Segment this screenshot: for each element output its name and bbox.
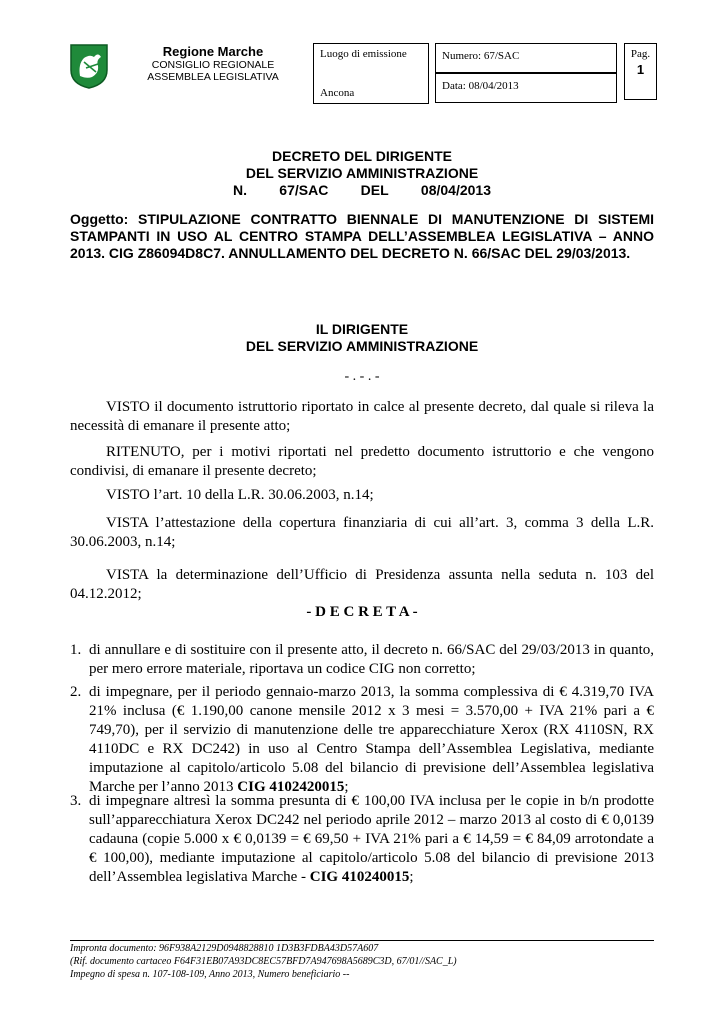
item-text-end: ; bbox=[409, 869, 414, 885]
document-footer bbox=[70, 942, 670, 981]
place-of-issue-box bbox=[313, 43, 429, 104]
org-name: Regione Marche bbox=[162, 44, 264, 59]
regione-marche-logo bbox=[68, 42, 110, 90]
decree-date: 08/04/2013 bbox=[420, 182, 491, 198]
place-of-issue-value: Ancona bbox=[320, 87, 355, 99]
preamble-text: VISTA l’attestazione della copertura finanziaria di cui all’art. 3, comma 3 della L.R. 30.06.2003, n.14; bbox=[70, 515, 654, 550]
item-text: di impegnare, per il periodo gennaio-marzo 2013, la somma complessiva di € 4.319,70 IVA 21% inclusa (€ 1.190,00 canone mensile 2012 x 3 mesi = 3.570,00 + IVA 21% pari a € 749,70), per il servizio di manutenzione delle tre apparecchiature Xerox (RX 4110SN, RX 4110DC e RX DC242) in uso al Centro Stampa dell’Assemblea Legislativa, mediante imputazione al capitolo/articolo 5.08 del bilancio di previsione dell’Assemblea legislativa Marche per l’anno 2013 bbox=[89, 684, 654, 795]
decree-title-number-row bbox=[233, 182, 491, 199]
item-number: 1. bbox=[70, 642, 82, 658]
footer-commitment: Impegno di spesa n. 107-108-109, Anno 2013, Numero beneficiario -- bbox=[70, 969, 350, 980]
subject-paragraph: Oggetto: STIPULAZIONE CONTRATTO BIENNALE DI MANUTENZIONE DI SISTEMI STAMPANTI IN USO AL CENTRO STAMPA DELL’ASSEMBLEA LEGISLATIVA – ANNO 2013. CIG Z86094D8C7. ANNULLAMENTO DEL DECRETO N. 66/SAC DEL 29/03/2013. bbox=[70, 211, 654, 261]
decree-number-box bbox=[435, 43, 617, 73]
director-heading-line1: IL DIRIGENTE bbox=[315, 321, 409, 337]
item-cig-code: CIG 4102420015 bbox=[237, 779, 345, 795]
item-number: 2. bbox=[70, 684, 82, 700]
page-number-box bbox=[624, 43, 657, 100]
item-text-end: ; bbox=[344, 779, 349, 795]
del-label: DEL bbox=[360, 182, 389, 198]
decree-title-line2: DEL SERVIZIO AMMINISTRAZIONE bbox=[245, 165, 479, 181]
preamble-paragraph bbox=[70, 486, 654, 505]
decreta-heading: - D E C R E T A - bbox=[306, 604, 418, 620]
page-label: Pag. bbox=[630, 48, 651, 60]
page-number: 1 bbox=[636, 62, 645, 77]
preamble-text: VISTA la determinazione dell’Ufficio di Presidenza assunta nella seduta n. 103 del 04.12.2012; bbox=[70, 567, 654, 602]
footer-fingerprint: Impronta documento: 96F938A2129D0948828810 1D3B3FDBA43D57A607 bbox=[70, 943, 379, 954]
decree-number: 67/SAC bbox=[279, 182, 329, 198]
item-number: 3. bbox=[70, 793, 82, 809]
footer-paper-reference: (Rif. documento cartaceo F64F31EB07A93DC8EC57BFD7A947698A5689C3D, 67/01//SAC_L) bbox=[70, 956, 457, 967]
director-heading bbox=[70, 321, 654, 355]
organization-block bbox=[118, 44, 308, 83]
director-heading-line2: DEL SERVIZIO AMMINISTRAZIONE bbox=[245, 338, 479, 354]
preamble-paragraph bbox=[70, 398, 654, 436]
section-separator: - . - . - bbox=[344, 369, 380, 384]
preamble-paragraph bbox=[70, 514, 654, 552]
decree-item bbox=[70, 641, 654, 679]
place-of-issue-label: Luogo di emissione bbox=[320, 48, 407, 60]
footer-divider bbox=[70, 940, 654, 941]
org-line-council: CONSIGLIO REGIONALE bbox=[151, 59, 275, 71]
decree-date-box bbox=[435, 73, 617, 103]
org-line-assembly: ASSEMBLEA LEGISLATIVA bbox=[147, 71, 279, 83]
preamble-paragraph bbox=[70, 566, 654, 604]
item-text: di annullare e di sostituire con il presente atto, il decreto n. 66/SAC del 29/03/2013 in quanto, per mero errore materiale, riportava un codice CIG non corretto; bbox=[89, 642, 654, 677]
decree-title-line1: DECRETO DEL DIRIGENTE bbox=[272, 148, 452, 164]
decree-number-text: Numero: 67/SAC bbox=[442, 50, 520, 62]
preamble-text: RITENUTO, per i motivi riportati nel predetto documento istruttorio e che vengono condivisi, di emanare il presente decreto; bbox=[70, 444, 654, 479]
preamble-text: VISTO il documento istruttorio riportato in calce al presente decreto, dal quale si rileva la necessità di emanare il presente atto; bbox=[70, 399, 654, 434]
decree-item bbox=[70, 683, 654, 797]
number-label: N. bbox=[233, 182, 247, 198]
preamble-text: VISTO l’art. 10 della L.R. 30.06.2003, n.14; bbox=[106, 487, 374, 503]
decree-item bbox=[70, 792, 654, 887]
preamble-paragraph bbox=[70, 443, 654, 481]
decree-title bbox=[70, 148, 654, 199]
decree-date-text: Data: 08/04/2013 bbox=[442, 80, 519, 92]
item-text: di impegnare altresì la somma presunta di € 100,00 IVA inclusa per le copie in b/n prodotte sull’apparecchiatura Xerox DC242 nel periodo aprile 2012 – marzo 2013 al costo di € 0,0139 cadauna (copie 5.000 x € 0,0139 = € 69,50 + IVA 21% pari a € 14,59 = € 84,09 arrotondate a € 100,00), mediante imputazione al capitolo/articolo 5.08 del bilancio di previsione 2013 dell’Assemblea legislativa Marche - bbox=[89, 793, 654, 885]
item-cig-code: CIG 410240015 bbox=[309, 869, 410, 885]
